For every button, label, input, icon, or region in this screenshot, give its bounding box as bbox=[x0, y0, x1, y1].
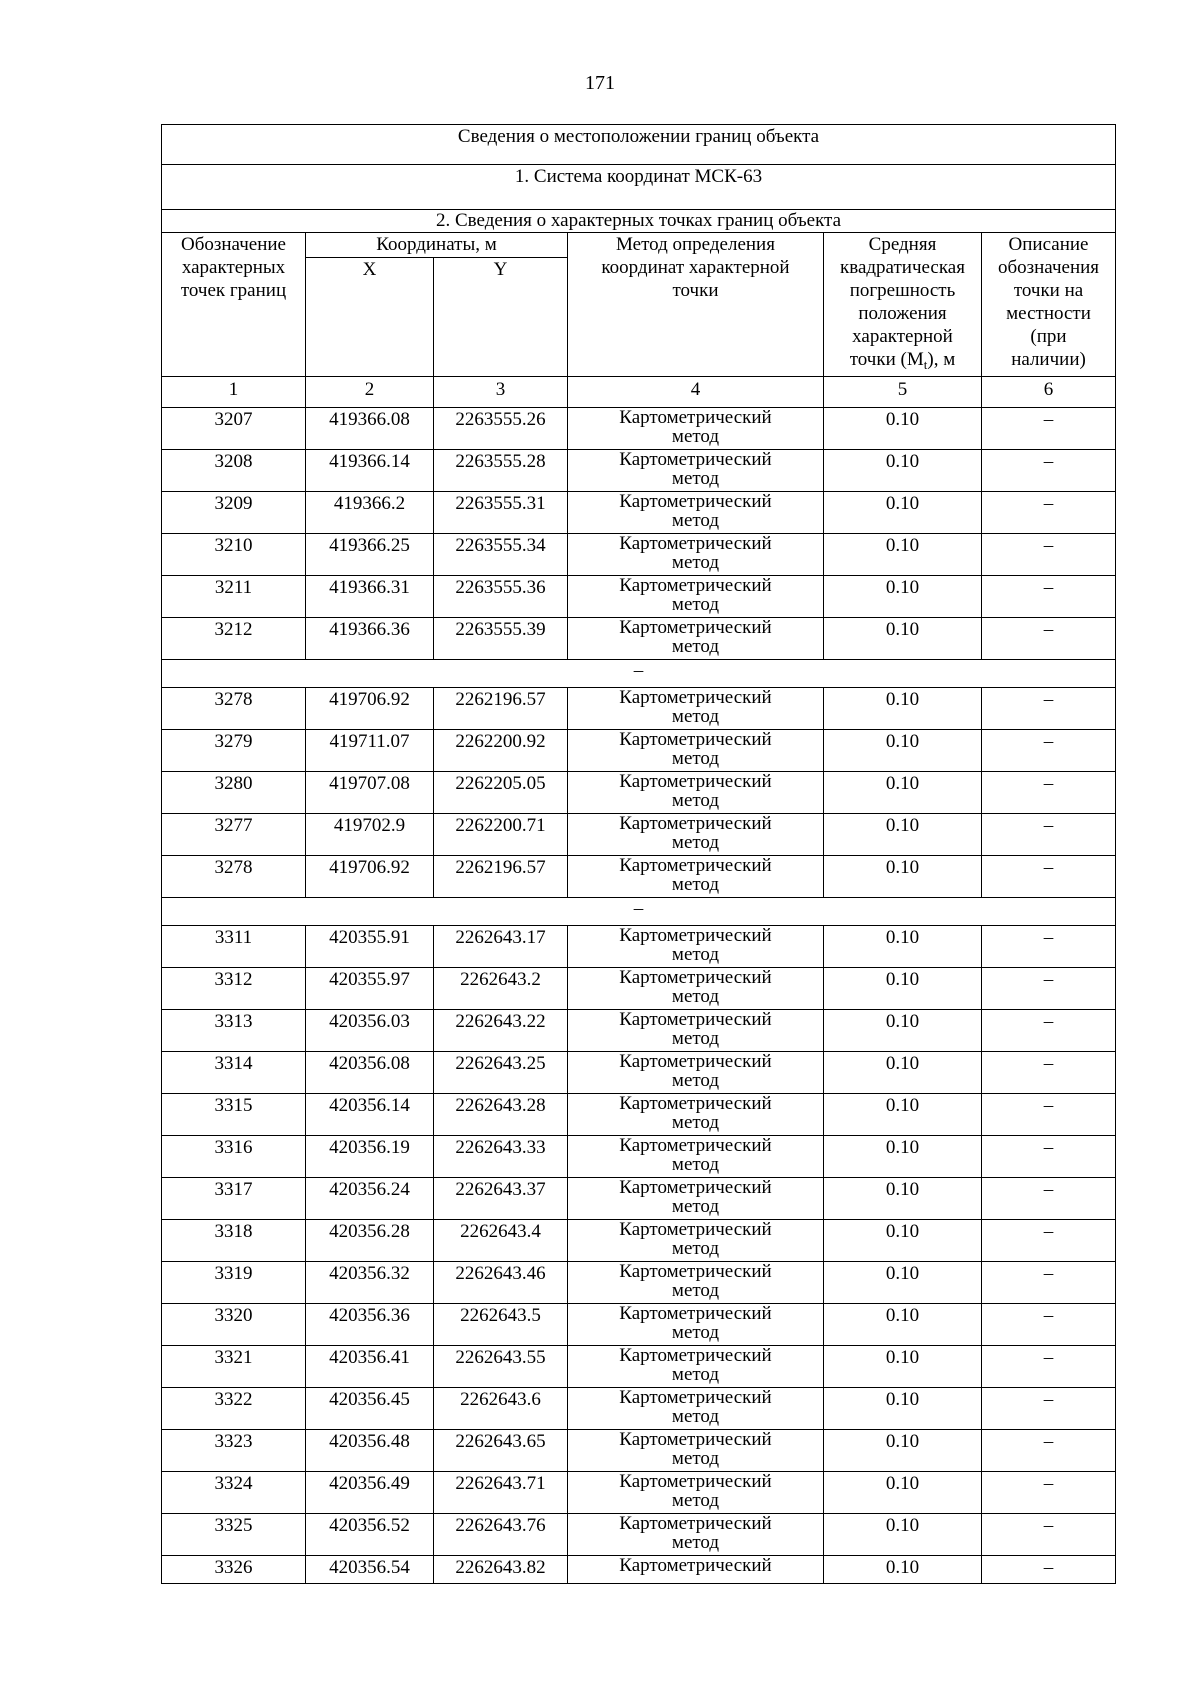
point-id: 3320 bbox=[162, 1304, 306, 1346]
description: – bbox=[982, 576, 1116, 618]
coord-y: 2262643.2 bbox=[434, 968, 568, 1010]
header-description: Описание обозначения точки на местности (при наличии) bbox=[982, 233, 1116, 377]
mean-error: 0.10 bbox=[824, 1178, 982, 1220]
description: – bbox=[982, 856, 1116, 898]
mean-error: 0.10 bbox=[824, 1136, 982, 1178]
method: Картометрический метод bbox=[568, 772, 824, 814]
table-row bbox=[162, 1430, 1116, 1472]
coord-x: 420356.03 bbox=[306, 1010, 434, 1052]
table-row bbox=[162, 968, 1116, 1010]
boundary-points-table bbox=[161, 124, 1116, 1584]
point-id: 3311 bbox=[162, 926, 306, 968]
method: Картометрический метод bbox=[568, 814, 824, 856]
method: Картометрический метод bbox=[568, 1430, 824, 1472]
mean-error: 0.10 bbox=[824, 618, 982, 660]
coord-x: 419706.92 bbox=[306, 856, 434, 898]
mean-error: 0.10 bbox=[824, 1010, 982, 1052]
group-separator-row bbox=[162, 660, 1116, 688]
header-y: Y bbox=[434, 258, 568, 377]
coord-x: 420356.41 bbox=[306, 1346, 434, 1388]
coord-x: 420356.08 bbox=[306, 1052, 434, 1094]
point-id: 3209 bbox=[162, 492, 306, 534]
table-row bbox=[162, 1010, 1116, 1052]
points-section-title: 2. Сведения о характерных точках границ объекта bbox=[162, 210, 1116, 233]
coord-x: 420356.24 bbox=[306, 1178, 434, 1220]
table-row bbox=[162, 814, 1116, 856]
table-row bbox=[162, 1178, 1116, 1220]
method: Картометрический метод bbox=[568, 450, 824, 492]
header-x: X bbox=[306, 258, 434, 377]
mean-error: 0.10 bbox=[824, 856, 982, 898]
table-row bbox=[162, 856, 1116, 898]
method: Картометрический метод bbox=[568, 534, 824, 576]
table-title: Сведения о местоположении границ объекта bbox=[162, 125, 1116, 165]
table-row bbox=[162, 1472, 1116, 1514]
coord-x: 420356.48 bbox=[306, 1430, 434, 1472]
coord-x: 420356.52 bbox=[306, 1514, 434, 1556]
mean-error: 0.10 bbox=[824, 688, 982, 730]
coord-y: 2262196.57 bbox=[434, 688, 568, 730]
description: – bbox=[982, 1430, 1116, 1472]
method: Картометрический метод bbox=[568, 1178, 824, 1220]
mean-error: 0.10 bbox=[824, 492, 982, 534]
header-point-designation: Обозначение характерных точек границ bbox=[162, 233, 306, 377]
column-number: 5 bbox=[824, 377, 982, 408]
method: Картометрический метод bbox=[568, 1010, 824, 1052]
description: – bbox=[982, 1514, 1116, 1556]
description: – bbox=[982, 450, 1116, 492]
method: Картометрический метод bbox=[568, 1346, 824, 1388]
header-method: Метод определения координат характерной точки bbox=[568, 233, 824, 377]
method: Картометрический метод bbox=[568, 1052, 824, 1094]
method: Картометрический метод bbox=[568, 1304, 824, 1346]
point-id: 3278 bbox=[162, 688, 306, 730]
mean-error: 0.10 bbox=[824, 1430, 982, 1472]
point-id: 3278 bbox=[162, 856, 306, 898]
method: Картометрический метод bbox=[568, 856, 824, 898]
coord-y: 2262643.28 bbox=[434, 1094, 568, 1136]
coord-x: 419366.08 bbox=[306, 408, 434, 450]
point-id: 3211 bbox=[162, 576, 306, 618]
mean-error: 0.10 bbox=[824, 772, 982, 814]
table-row bbox=[162, 1052, 1116, 1094]
table-row bbox=[162, 408, 1116, 450]
description: – bbox=[982, 730, 1116, 772]
method: Картометрический метод bbox=[568, 730, 824, 772]
description: – bbox=[982, 618, 1116, 660]
coord-y: 2262643.25 bbox=[434, 1052, 568, 1094]
method: Картометрический метод bbox=[568, 1136, 824, 1178]
coord-x: 419366.14 bbox=[306, 450, 434, 492]
table-row bbox=[162, 1388, 1116, 1430]
point-id: 3325 bbox=[162, 1514, 306, 1556]
description: – bbox=[982, 408, 1116, 450]
table-row bbox=[162, 772, 1116, 814]
method: Картометрический метод bbox=[568, 1262, 824, 1304]
method: Картометрический метод bbox=[568, 968, 824, 1010]
coord-x: 420356.19 bbox=[306, 1136, 434, 1178]
method: Картометрический метод bbox=[568, 1514, 824, 1556]
coordinate-system: 1. Система координат МСК-63 bbox=[162, 165, 1116, 210]
coord-x: 419711.07 bbox=[306, 730, 434, 772]
coord-y: 2262196.57 bbox=[434, 856, 568, 898]
coord-x: 419366.36 bbox=[306, 618, 434, 660]
point-id: 3279 bbox=[162, 730, 306, 772]
description: – bbox=[982, 1178, 1116, 1220]
table-row bbox=[162, 688, 1116, 730]
coord-y: 2263555.28 bbox=[434, 450, 568, 492]
description: – bbox=[982, 1136, 1116, 1178]
header-coordinates: Координаты, м bbox=[306, 233, 568, 258]
table-row bbox=[162, 618, 1116, 660]
mean-error: 0.10 bbox=[824, 1514, 982, 1556]
description: – bbox=[982, 1472, 1116, 1514]
table-row bbox=[162, 1262, 1116, 1304]
coord-y: 2262643.4 bbox=[434, 1220, 568, 1262]
point-id: 3312 bbox=[162, 968, 306, 1010]
coord-y: 2262643.55 bbox=[434, 1346, 568, 1388]
coord-y: 2263555.36 bbox=[434, 576, 568, 618]
description: – bbox=[982, 1010, 1116, 1052]
coord-x: 420356.28 bbox=[306, 1220, 434, 1262]
coord-x: 420355.91 bbox=[306, 926, 434, 968]
column-number: 3 bbox=[434, 377, 568, 408]
method: Картометрический bbox=[568, 1556, 824, 1584]
mean-error: 0.10 bbox=[824, 814, 982, 856]
description: – bbox=[982, 1094, 1116, 1136]
coord-y: 2262643.46 bbox=[434, 1262, 568, 1304]
mean-error: 0.10 bbox=[824, 968, 982, 1010]
coord-x: 420355.97 bbox=[306, 968, 434, 1010]
description: – bbox=[982, 1388, 1116, 1430]
mean-error: 0.10 bbox=[824, 1346, 982, 1388]
method: Картометрический метод bbox=[568, 1388, 824, 1430]
description: – bbox=[982, 1262, 1116, 1304]
coord-x: 419366.31 bbox=[306, 576, 434, 618]
table-row bbox=[162, 492, 1116, 534]
mean-error: 0.10 bbox=[824, 408, 982, 450]
description: – bbox=[982, 688, 1116, 730]
method: Картометрический метод bbox=[568, 688, 824, 730]
coord-y: 2262643.5 bbox=[434, 1304, 568, 1346]
method: Картометрический метод bbox=[568, 926, 824, 968]
coord-y: 2262643.65 bbox=[434, 1430, 568, 1472]
coord-y: 2262643.82 bbox=[434, 1556, 568, 1584]
method: Картометрический метод bbox=[568, 576, 824, 618]
mean-error: 0.10 bbox=[824, 1094, 982, 1136]
coord-y: 2262200.71 bbox=[434, 814, 568, 856]
point-id: 3207 bbox=[162, 408, 306, 450]
table-row bbox=[162, 1346, 1116, 1388]
header-mean-error: Средняя квадратическая погрешность положения характерной точки $(M_t)$, м bbox=[824, 233, 982, 377]
point-id: 3210 bbox=[162, 534, 306, 576]
coord-y: 2263555.31 bbox=[434, 492, 568, 534]
description: – bbox=[982, 814, 1116, 856]
coord-x: 419706.92 bbox=[306, 688, 434, 730]
point-id: 3212 bbox=[162, 618, 306, 660]
table-row bbox=[162, 450, 1116, 492]
point-id: 3277 bbox=[162, 814, 306, 856]
mean-error: 0.10 bbox=[824, 1472, 982, 1514]
mean-error: 0.10 bbox=[824, 1052, 982, 1094]
coord-x: 420356.49 bbox=[306, 1472, 434, 1514]
point-id: 3280 bbox=[162, 772, 306, 814]
method: Картометрический метод bbox=[568, 1472, 824, 1514]
mean-error: 0.10 bbox=[824, 1556, 982, 1584]
table-row bbox=[162, 1094, 1116, 1136]
coord-x: 419366.25 bbox=[306, 534, 434, 576]
column-number: 4 bbox=[568, 377, 824, 408]
coord-x: 420356.45 bbox=[306, 1388, 434, 1430]
table-row bbox=[162, 1136, 1116, 1178]
point-id: 3319 bbox=[162, 1262, 306, 1304]
description: – bbox=[982, 926, 1116, 968]
table-row bbox=[162, 1556, 1116, 1584]
coord-x: 420356.32 bbox=[306, 1262, 434, 1304]
mean-error: 0.10 bbox=[824, 1220, 982, 1262]
group-separator: – bbox=[162, 898, 1116, 926]
coord-x: 419366.2 bbox=[306, 492, 434, 534]
table-row bbox=[162, 576, 1116, 618]
method: Картометрический метод bbox=[568, 1220, 824, 1262]
table-row bbox=[162, 1514, 1116, 1556]
coord-y: 2262643.71 bbox=[434, 1472, 568, 1514]
coord-x: 420356.14 bbox=[306, 1094, 434, 1136]
coord-x: 419702.9 bbox=[306, 814, 434, 856]
point-id: 3324 bbox=[162, 1472, 306, 1514]
mean-error: 0.10 bbox=[824, 730, 982, 772]
mean-error: 0.10 bbox=[824, 534, 982, 576]
mean-error: 0.10 bbox=[824, 926, 982, 968]
coord-y: 2262643.37 bbox=[434, 1178, 568, 1220]
group-separator-row bbox=[162, 898, 1116, 926]
mean-error: 0.10 bbox=[824, 1262, 982, 1304]
point-id: 3318 bbox=[162, 1220, 306, 1262]
coord-y: 2263555.39 bbox=[434, 618, 568, 660]
description: – bbox=[982, 1556, 1116, 1584]
point-id: 3326 bbox=[162, 1556, 306, 1584]
method: Картометрический метод bbox=[568, 618, 824, 660]
coord-x: 419707.08 bbox=[306, 772, 434, 814]
point-id: 3314 bbox=[162, 1052, 306, 1094]
mean-error: 0.10 bbox=[824, 1304, 982, 1346]
description: – bbox=[982, 1346, 1116, 1388]
column-number: 2 bbox=[306, 377, 434, 408]
method: Картометрический метод bbox=[568, 1094, 824, 1136]
description: – bbox=[982, 1304, 1116, 1346]
coord-y: 2262643.17 bbox=[434, 926, 568, 968]
point-id: 3321 bbox=[162, 1346, 306, 1388]
table-row bbox=[162, 730, 1116, 772]
description: – bbox=[982, 772, 1116, 814]
point-id: 3313 bbox=[162, 1010, 306, 1052]
description: – bbox=[982, 492, 1116, 534]
point-id: 3315 bbox=[162, 1094, 306, 1136]
point-id: 3208 bbox=[162, 450, 306, 492]
coord-y: 2262200.92 bbox=[434, 730, 568, 772]
point-id: 3316 bbox=[162, 1136, 306, 1178]
coord-y: 2262643.22 bbox=[434, 1010, 568, 1052]
coord-y: 2262643.76 bbox=[434, 1514, 568, 1556]
mean-error: 0.10 bbox=[824, 576, 982, 618]
description: – bbox=[982, 968, 1116, 1010]
page-number: 171 bbox=[585, 72, 615, 94]
coord-y: 2263555.34 bbox=[434, 534, 568, 576]
column-number: 6 bbox=[982, 377, 1116, 408]
table-row bbox=[162, 926, 1116, 968]
method: Картометрический метод bbox=[568, 492, 824, 534]
description: – bbox=[982, 534, 1116, 576]
mean-error: 0.10 bbox=[824, 1388, 982, 1430]
point-id: 3317 bbox=[162, 1178, 306, 1220]
method: Картометрический метод bbox=[568, 408, 824, 450]
coord-y: 2262643.6 bbox=[434, 1388, 568, 1430]
coord-x: 420356.36 bbox=[306, 1304, 434, 1346]
coord-y: 2262205.05 bbox=[434, 772, 568, 814]
column-number: 1 bbox=[162, 377, 306, 408]
table-row bbox=[162, 534, 1116, 576]
table-row bbox=[162, 1220, 1116, 1262]
coord-y: 2263555.26 bbox=[434, 408, 568, 450]
mean-error: 0.10 bbox=[824, 450, 982, 492]
description: – bbox=[982, 1052, 1116, 1094]
group-separator: – bbox=[162, 660, 1116, 688]
point-id: 3322 bbox=[162, 1388, 306, 1430]
description: – bbox=[982, 1220, 1116, 1262]
table-row bbox=[162, 1304, 1116, 1346]
point-id: 3323 bbox=[162, 1430, 306, 1472]
coord-x: 420356.54 bbox=[306, 1556, 434, 1584]
coord-y: 2262643.33 bbox=[434, 1136, 568, 1178]
